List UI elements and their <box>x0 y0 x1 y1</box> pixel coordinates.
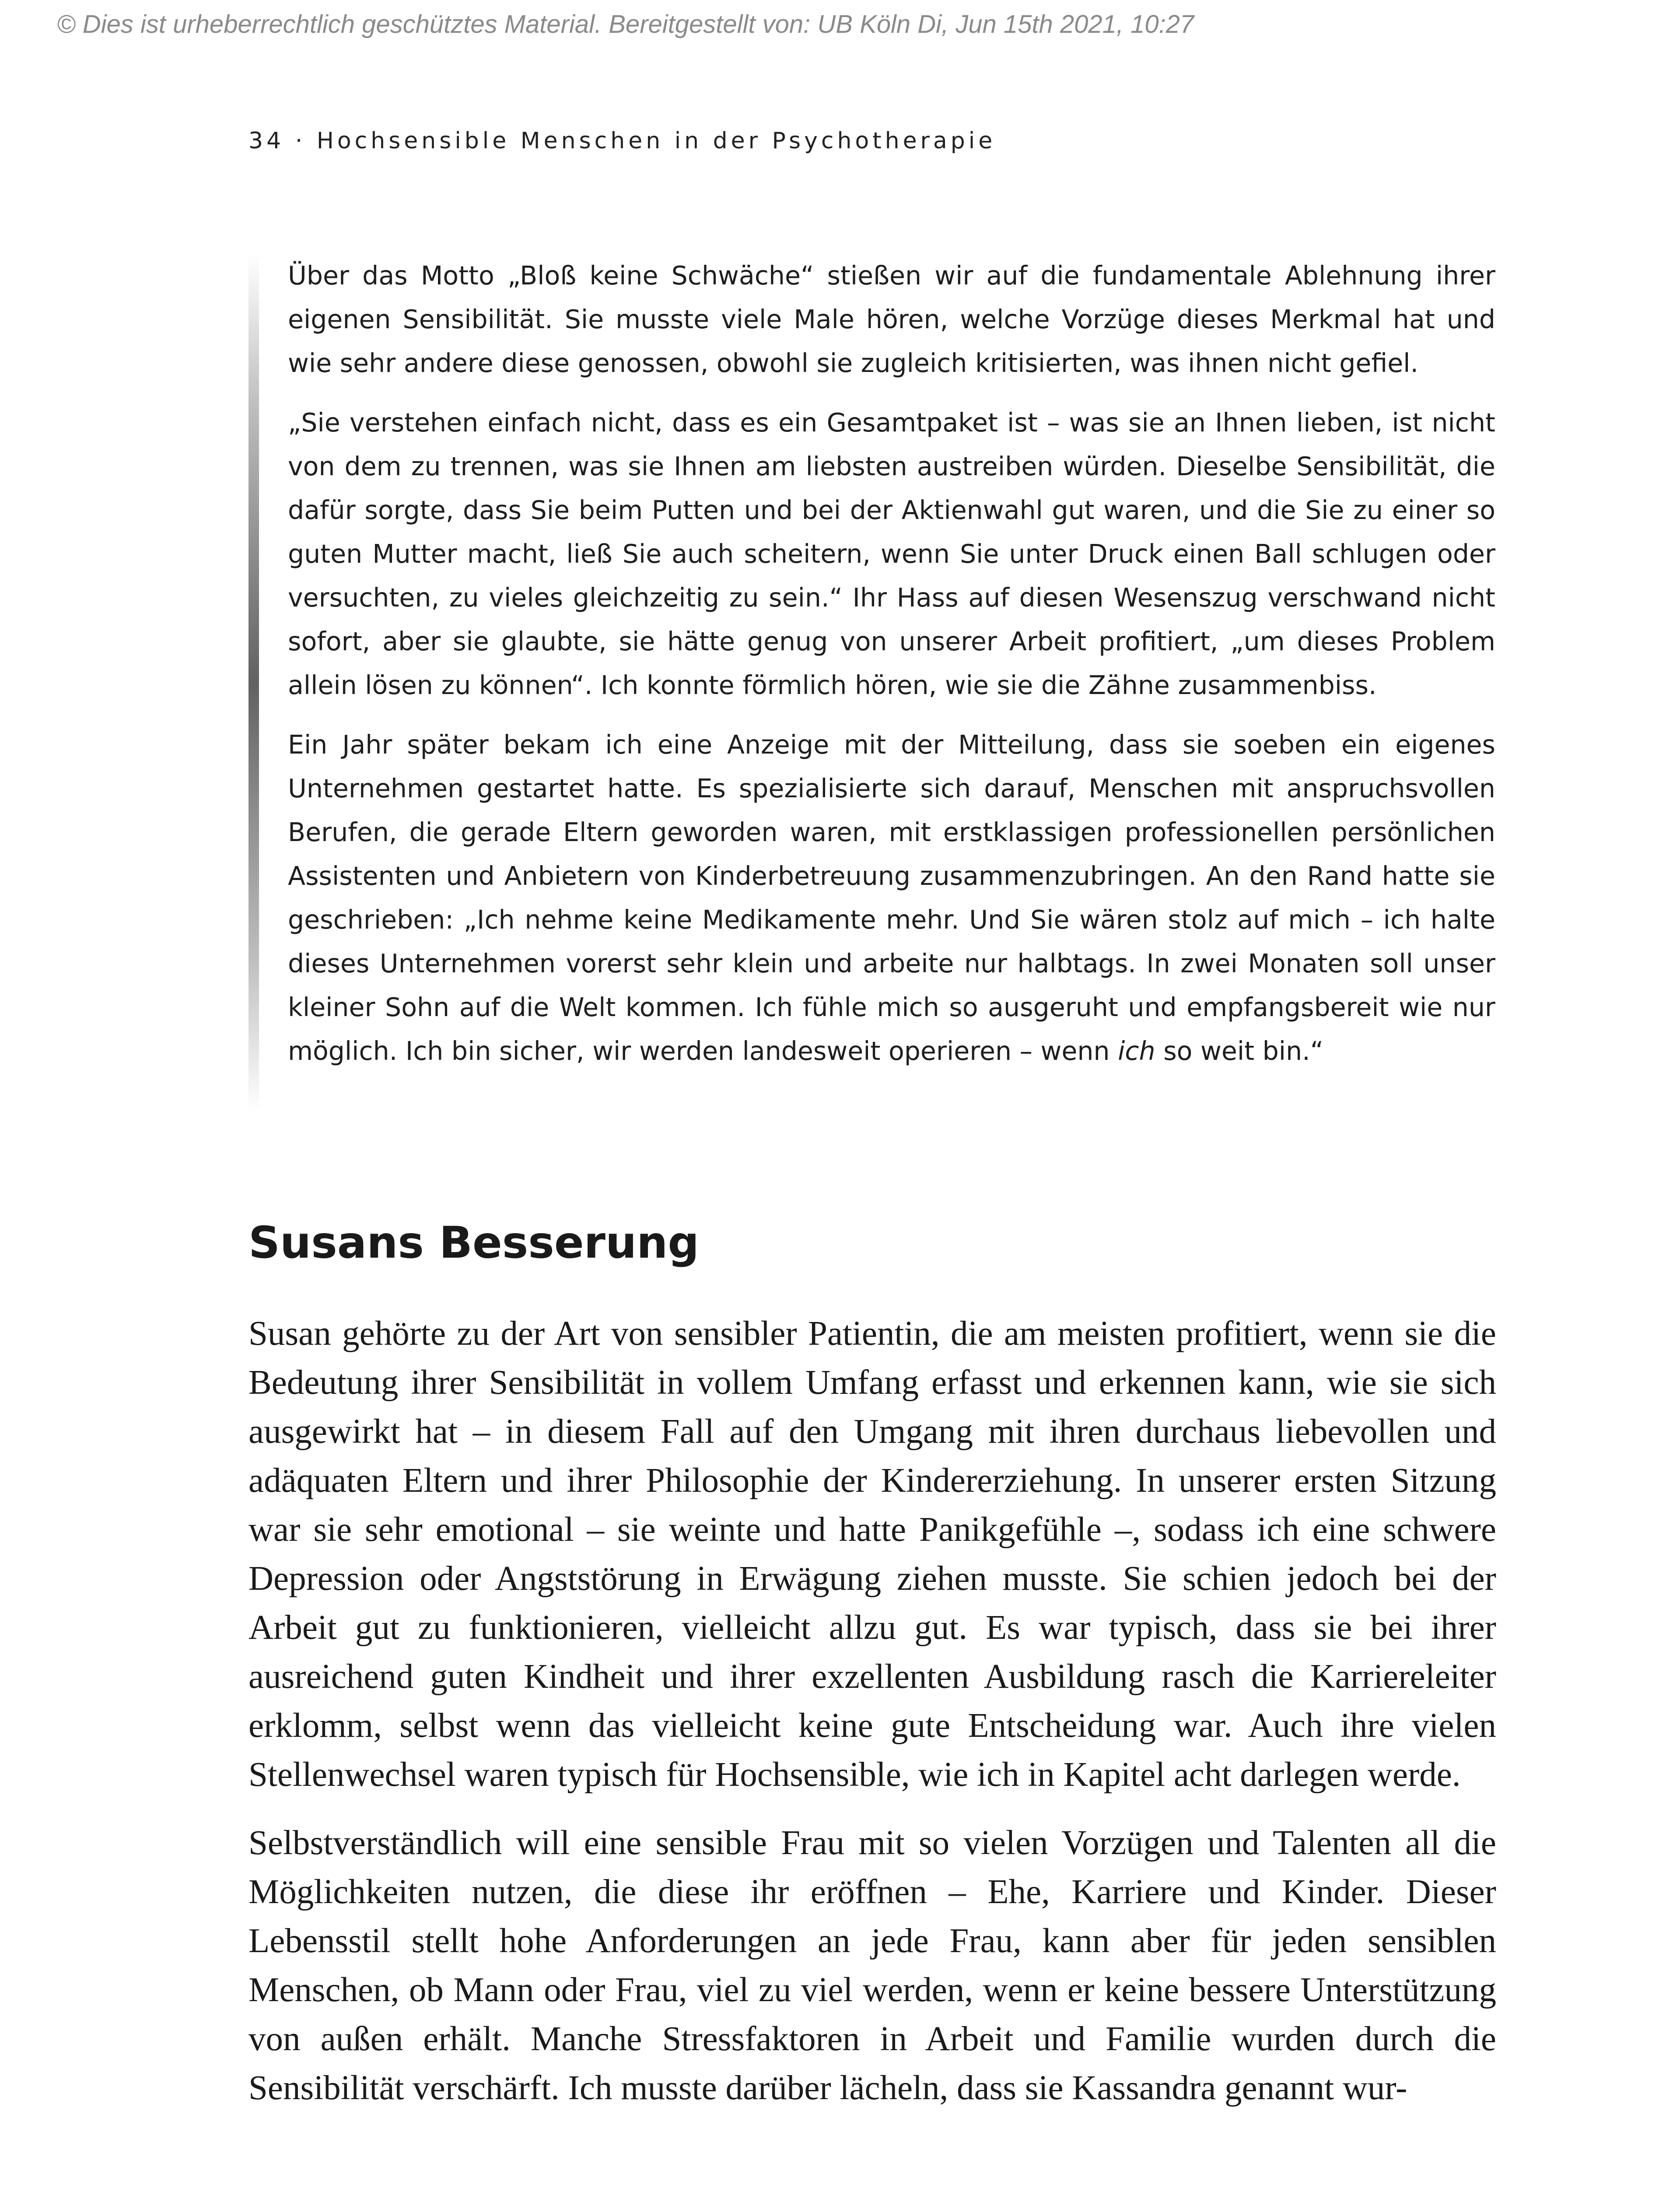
case-paragraph-3-emphasis: ich <box>1118 1036 1155 1066</box>
case-paragraph-2: „Sie verstehen einfach nicht, dass es ein Gesamtpaket ist – was sie an Ihnen lieben, ist nicht von dem zu trennen, was sie Ihnen am liebsten austreiben würden. Dieselbe Sensibilität, die dafür sorgte, dass Sie beim Putten und bei der Aktienwahl gut waren, und die Sie zu einer so guten Mutter macht, ließ Sie auch scheitern, wenn Sie unter Druck einen Ball schlugen oder versuchten, zu vieles gleichzeitig zu sein.“ Ihr Hass auf diesen Wesenszug verschwand nicht sofort, aber sie glaubte, sie hätte genug von unserer Arbeit profitiert, „um dieses Problem allein lösen zu können“. Ich konnte förmlich hören, wie sie die Zähne zusammenbiss. <box>288 408 1495 700</box>
body-text <box>248 1309 1496 2132</box>
copyright-watermark: © Dies ist urheberrechtlich geschütztes Material. Bereitgestellt von: UB Köln Di, Jun 15th 2021, 10:27 <box>57 10 1194 39</box>
section-heading: Susans Besserung <box>248 1217 699 1268</box>
case-paragraph-3-start: Ein Jahr später bekam ich eine Anzeige mit der Mitteilung, dass sie soeben ein eigenes Unternehmen gestartet hatte. Es spezialisierte sich darauf, Menschen mit anspruchsvollen Berufen, die gerade Eltern geworden waren, mit erstklassigen professionellen persönlichen Assistenten und Anbietern von Kinderbetreuung zusammenzubringen. An den Rand hatte sie geschrieben: „Ich nehme keine Medikamente mehr. Und Sie wären stolz auf mich – ich halte dieses Unternehmen vorerst sehr klein und arbeite nur halbtags. In zwei Monaten soll unser kleiner Sohn auf die Welt kommen. Ich fühle mich so ausgeruht und empfangsbereit wie nur möglich. Ich bin sicher, wir werden landesweit operieren – wenn <box>288 730 1495 1066</box>
case-example-bar <box>248 254 259 1112</box>
running-head: 34 · Hochsensible Menschen in der Psychotherapie <box>248 128 996 154</box>
case-example-text <box>288 254 1495 1089</box>
case-example-box <box>248 254 1495 1112</box>
case-paragraph-3-end: so weit bin.“ <box>1155 1036 1324 1066</box>
case-paragraph-3 <box>288 723 1495 1073</box>
body-paragraph-2: Selbstverständlich will eine sensible Frau mit so vielen Vorzügen und Talenten all die Möglichkeiten nutzen, die diese ihr eröffnen – Ehe, Karriere und Kinder. Dieser Lebensstil stellt hohe Anforderungen an jede Frau, kann aber für jeden sensiblen Menschen, ob Mann oder Frau, viel zu viel werden, wenn er keine bessere Unterstützung von außen erhält. Manche Stressfaktoren in Arbeit und Familie wurden durch die Sensibilität verschärft. Ich musste darüber lächeln, dass sie Kassandra genannt wur- <box>248 1824 1496 2107</box>
body-paragraph-1: Susan gehörte zu der Art von sensibler Patientin, die am meisten profitiert, wenn sie die Bedeutung ihrer Sensibilität in vollem Umfang erfasst und erkennen kann, wie sie sich ausgewirkt hat – in diesem Fall auf den Umgang mit ihren durchaus liebevollen und adäquaten Eltern und ihrer Philosophie der Kindererziehung. In unserer ersten Sitzung war sie sehr emotional – sie weinte und hatte Panikgefühle –, sodass ich eine schwere Depression oder Angststörung in Erwägung ziehen musste. Sie schien jedoch bei der Arbeit gut zu funktionieren, vielleicht allzu gut. Es war typisch, dass sie bei ihrer ausreichend guten Kindheit und ihrer exzellenten Ausbildung rasch die Karriereleiter erklomm, selbst wenn das vielleicht keine gute Entscheidung war. Auch ihre vielen Stellenwechsel waren typisch für Hochsensible, wie ich in Kapitel acht darlegen werde. <box>248 1315 1496 1794</box>
case-paragraph-1: Über das Motto „Bloß keine Schwäche“ stießen wir auf die fundamentale Ablehnung ihrer eigenen Sensibilität. Sie musste viele Male hören, welche Vorzüge dieses Merkmal hat und wie sehr andere diese genossen, obwohl sie zugleich kritisierten, was ihnen nicht gefiel. <box>288 261 1495 378</box>
